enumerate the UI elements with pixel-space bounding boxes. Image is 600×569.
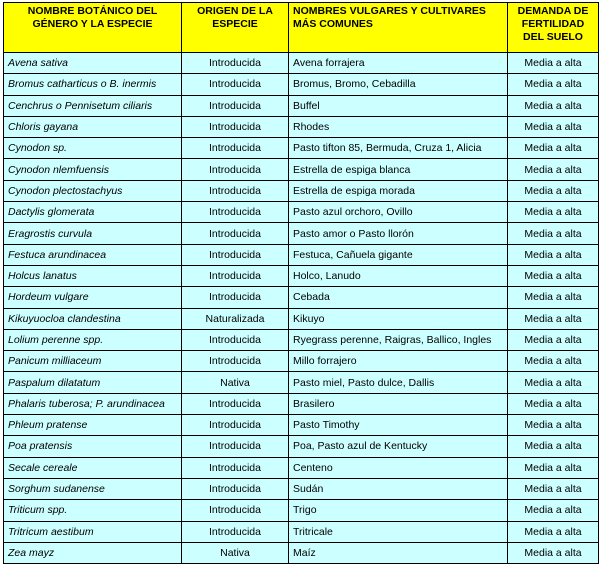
- cell-common-names: Trigo: [289, 500, 508, 521]
- cell-botanical-name: Triticum spp.: [4, 500, 182, 521]
- cell-botanical-name: Sorghum sudanense: [4, 478, 182, 499]
- cell-botanical-name: Phalaris tuberosa; P. arundinacea: [4, 393, 182, 414]
- cell-origin: Introducida: [182, 265, 289, 286]
- cell-origin: Introducida: [182, 457, 289, 478]
- cell-common-names: Pasto miel, Pasto dulce, Dallis: [289, 372, 508, 393]
- cell-botanical-name: Cynodon plectostachyus: [4, 180, 182, 201]
- cell-soil-fertility: Media a alta: [508, 372, 599, 393]
- cell-origin: Introducida: [182, 116, 289, 137]
- cell-soil-fertility: Media a alta: [508, 159, 599, 180]
- forage-species-table: [3, 2, 599, 564]
- cell-botanical-name: Poa pratensis: [4, 436, 182, 457]
- cell-common-names: Cebada: [289, 287, 508, 308]
- cell-origin: Introducida: [182, 436, 289, 457]
- cell-botanical-name: Chloris gayana: [4, 116, 182, 137]
- table-row: [4, 436, 599, 457]
- cell-common-names: Brasilero: [289, 393, 508, 414]
- table-row: [4, 329, 599, 350]
- cell-soil-fertility: Media a alta: [508, 329, 599, 350]
- table-row: [4, 393, 599, 414]
- header-botanical-name: NOMBRE BOTÁNICO DEL GÉNERO Y LA ESPECIE: [4, 3, 182, 53]
- cell-soil-fertility: Media a alta: [508, 180, 599, 201]
- table-row: [4, 478, 599, 499]
- cell-origin: Introducida: [182, 415, 289, 436]
- cell-soil-fertility: Media a alta: [508, 500, 599, 521]
- cell-origin: Introducida: [182, 478, 289, 499]
- cell-common-names: Holco, Lanudo: [289, 265, 508, 286]
- cell-common-names: Kikuyo: [289, 308, 508, 329]
- cell-soil-fertility: Media a alta: [508, 287, 599, 308]
- cell-common-names: Buffel: [289, 95, 508, 116]
- table-row: [4, 500, 599, 521]
- cell-soil-fertility: Media a alta: [508, 542, 599, 563]
- cell-soil-fertility: Media a alta: [508, 202, 599, 223]
- cell-botanical-name: Holcus lanatus: [4, 265, 182, 286]
- cell-common-names: Ryegrass perenne, Raigras, Ballico, Ingles: [289, 329, 508, 350]
- cell-origin: Introducida: [182, 159, 289, 180]
- cell-botanical-name: Eragrostis curvula: [4, 223, 182, 244]
- cell-soil-fertility: Media a alta: [508, 53, 599, 74]
- table-header: [4, 3, 599, 53]
- cell-botanical-name: Lolium perenne spp.: [4, 329, 182, 350]
- cell-botanical-name: Phleum pratense: [4, 415, 182, 436]
- cell-botanical-name: Tritricum aestibum: [4, 521, 182, 542]
- cell-soil-fertility: Media a alta: [508, 351, 599, 372]
- cell-common-names: Pasto Timothy: [289, 415, 508, 436]
- header-soil-fertility: DEMANDA DE FERTILIDAD DEL SUELO: [508, 3, 599, 53]
- table-row: [4, 138, 599, 159]
- cell-origin: Nativa: [182, 542, 289, 563]
- table-body: [4, 53, 599, 564]
- table-row: [4, 287, 599, 308]
- cell-common-names: Avena forrajera: [289, 53, 508, 74]
- cell-origin: Introducida: [182, 393, 289, 414]
- cell-origin: Introducida: [182, 500, 289, 521]
- cell-common-names: Festuca, Cañuela gigante: [289, 244, 508, 265]
- cell-common-names: Pasto amor o Pasto llorón: [289, 223, 508, 244]
- cell-botanical-name: Bromus catharticus o B. inermis: [4, 74, 182, 95]
- cell-botanical-name: Zea mayz: [4, 542, 182, 563]
- table-row: [4, 116, 599, 137]
- cell-origin: Introducida: [182, 180, 289, 201]
- table-row: [4, 457, 599, 478]
- cell-common-names: Centeno: [289, 457, 508, 478]
- cell-botanical-name: Cenchrus o Pennisetum ciliaris: [4, 95, 182, 116]
- cell-botanical-name: Cynodon sp.: [4, 138, 182, 159]
- cell-common-names: Sudán: [289, 478, 508, 499]
- cell-origin: Introducida: [182, 53, 289, 74]
- cell-common-names: Poa, Pasto azul de Kentucky: [289, 436, 508, 457]
- cell-common-names: Bromus, Bromo, Cebadilla: [289, 74, 508, 95]
- cell-origin: Introducida: [182, 287, 289, 308]
- cell-origin: Introducida: [182, 244, 289, 265]
- cell-soil-fertility: Media a alta: [508, 436, 599, 457]
- table-row: [4, 95, 599, 116]
- cell-common-names: Pasto azul orchoro, Ovillo: [289, 202, 508, 223]
- cell-botanical-name: Cynodon nlemfuensis: [4, 159, 182, 180]
- table-row: [4, 53, 599, 74]
- cell-soil-fertility: Media a alta: [508, 415, 599, 436]
- table-row: [4, 159, 599, 180]
- table-row: [4, 223, 599, 244]
- cell-soil-fertility: Media a alta: [508, 223, 599, 244]
- table-row: [4, 372, 599, 393]
- cell-botanical-name: Panicum milliaceum: [4, 351, 182, 372]
- cell-origin: Introducida: [182, 521, 289, 542]
- header-row: [4, 3, 599, 53]
- cell-soil-fertility: Media a alta: [508, 95, 599, 116]
- cell-soil-fertility: Media a alta: [508, 308, 599, 329]
- table-row: [4, 202, 599, 223]
- cell-botanical-name: Dactylis glomerata: [4, 202, 182, 223]
- cell-soil-fertility: Media a alta: [508, 116, 599, 137]
- cell-botanical-name: Kikuyuocloa clandestina: [4, 308, 182, 329]
- cell-botanical-name: Paspalum dilatatum: [4, 372, 182, 393]
- cell-soil-fertility: Media a alta: [508, 244, 599, 265]
- cell-common-names: Estrella de espiga morada: [289, 180, 508, 201]
- cell-origin: Introducida: [182, 74, 289, 95]
- table-row: [4, 415, 599, 436]
- cell-common-names: Millo forrajero: [289, 351, 508, 372]
- cell-origin: Introducida: [182, 351, 289, 372]
- cell-soil-fertility: Media a alta: [508, 521, 599, 542]
- cell-botanical-name: Secale cereale: [4, 457, 182, 478]
- cell-common-names: Estrella de espiga blanca: [289, 159, 508, 180]
- cell-origin: Naturalizada: [182, 308, 289, 329]
- table-row: [4, 521, 599, 542]
- table-row: [4, 542, 599, 563]
- table-row: [4, 244, 599, 265]
- cell-soil-fertility: Media a alta: [508, 74, 599, 95]
- cell-botanical-name: Avena sativa: [4, 53, 182, 74]
- cell-origin: Introducida: [182, 329, 289, 350]
- cell-origin: Introducida: [182, 223, 289, 244]
- cell-origin: Introducida: [182, 95, 289, 116]
- cell-botanical-name: Hordeum vulgare: [4, 287, 182, 308]
- cell-soil-fertility: Media a alta: [508, 478, 599, 499]
- cell-origin: Nativa: [182, 372, 289, 393]
- cell-soil-fertility: Media a alta: [508, 457, 599, 478]
- table-row: [4, 74, 599, 95]
- header-common-names: NOMBRES VULGARES Y CULTIVARES MÁS COMUNES: [289, 3, 508, 53]
- cell-common-names: Maíz: [289, 542, 508, 563]
- cell-common-names: Pasto tifton 85, Bermuda, Cruza 1, Alicia: [289, 138, 508, 159]
- table-row: [4, 180, 599, 201]
- cell-soil-fertility: Media a alta: [508, 393, 599, 414]
- cell-origin: Introducida: [182, 202, 289, 223]
- cell-soil-fertility: Media a alta: [508, 265, 599, 286]
- table-row: [4, 308, 599, 329]
- cell-common-names: Rhodes: [289, 116, 508, 137]
- cell-origin: Introducida: [182, 138, 289, 159]
- cell-botanical-name: Festuca arundinacea: [4, 244, 182, 265]
- header-origin: ORIGEN DE LA ESPECIE: [182, 3, 289, 53]
- table-row: [4, 265, 599, 286]
- table-row: [4, 351, 599, 372]
- cell-soil-fertility: Media a alta: [508, 138, 599, 159]
- cell-common-names: Tritricale: [289, 521, 508, 542]
